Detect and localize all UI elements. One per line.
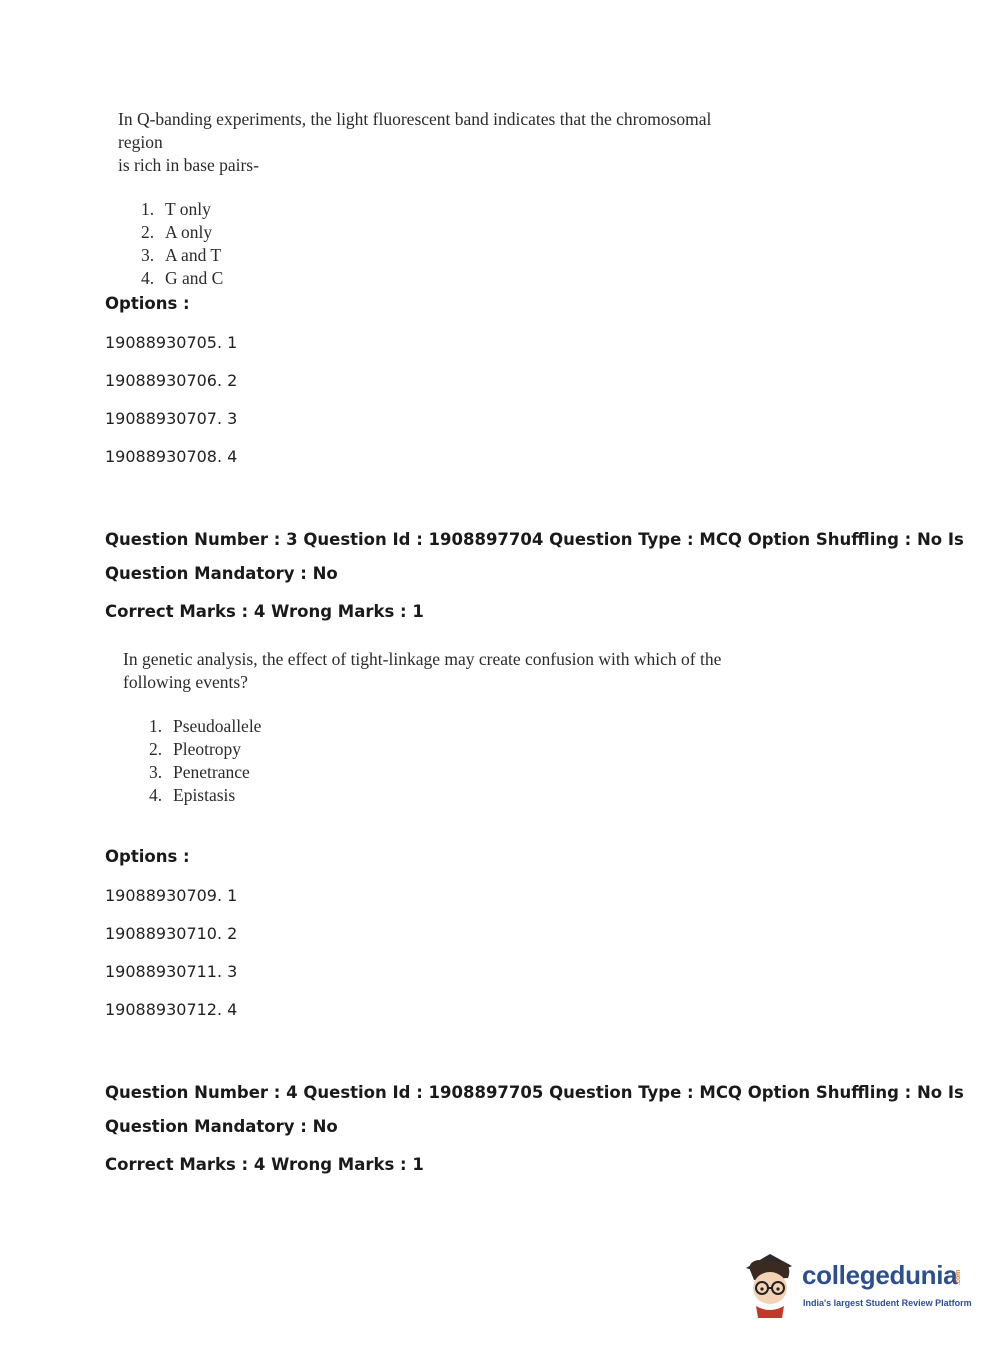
q2-stem-line2: is rich in base pairs- [118,155,259,175]
q3-choices [149,715,743,807]
q2-choice: 2. A only [141,222,213,242]
q3-stem-line2: following events? [123,672,248,692]
q2-stem-line1: In Q-banding experiments, the light fluorescent band indicates that the chromosomal region [118,109,712,152]
q2-option-3: 19088930707. 3 [105,409,238,428]
q2-choice: 3. A and T [141,245,222,265]
q2-option-1: 19088930705. 1 [105,333,238,352]
q2-question-image [118,108,738,290]
q3-options-label: Options : [105,847,190,866]
q3-choice: 4. Epistasis [149,785,236,805]
q3-marks: Correct Marks : 4 Wrong Marks : 1 [105,602,424,621]
logo-tagline: India's largest Student Review Platform [803,1298,972,1308]
q3-option-3: 19088930711. 3 [105,962,238,981]
q3-stem-line1: In genetic analysis, the effect of tight-linkage may create confusion with which of the [123,649,722,669]
q2-option-2: 19088930706. 2 [105,371,238,390]
q2-choices [141,198,738,290]
q4-header-line1: Question Number : 4 Question Id : 1908897705 Question Type : MCQ Option Shuffling : No Is [105,1083,964,1102]
q2-option-4: 19088930708. 4 [105,447,238,466]
q3-choice: 2. Pleotropy [149,739,242,759]
q4-header-line2: Question Mandatory : No [105,1117,338,1136]
q2-options-label: Options : [105,294,190,313]
q2-choice: 4. G and C [141,268,224,288]
q2-choice: 1. T only [141,199,211,219]
logo-com: .com [955,1269,963,1285]
q3-option-4: 19088930712. 4 [105,1000,238,1019]
q4-marks: Correct Marks : 4 Wrong Marks : 1 [105,1155,424,1174]
q3-header-line2: Question Mandatory : No [105,564,338,583]
q3-option-1: 19088930709. 1 [105,886,238,905]
q3-choice: 3. Penetrance [149,762,250,782]
logo-wordmark: collegedunia.com [802,1260,963,1290]
q3-question-image [123,648,743,807]
collegedunia-logo[interactable] [740,1248,970,1320]
q3-option-2: 19088930710. 2 [105,924,238,943]
q3-choice: 1. Pseudoallele [149,716,262,736]
student-mascot-icon [740,1248,800,1320]
q3-header-line1: Question Number : 3 Question Id : 1908897704 Question Type : MCQ Option Shuffling : No Is [105,530,964,549]
